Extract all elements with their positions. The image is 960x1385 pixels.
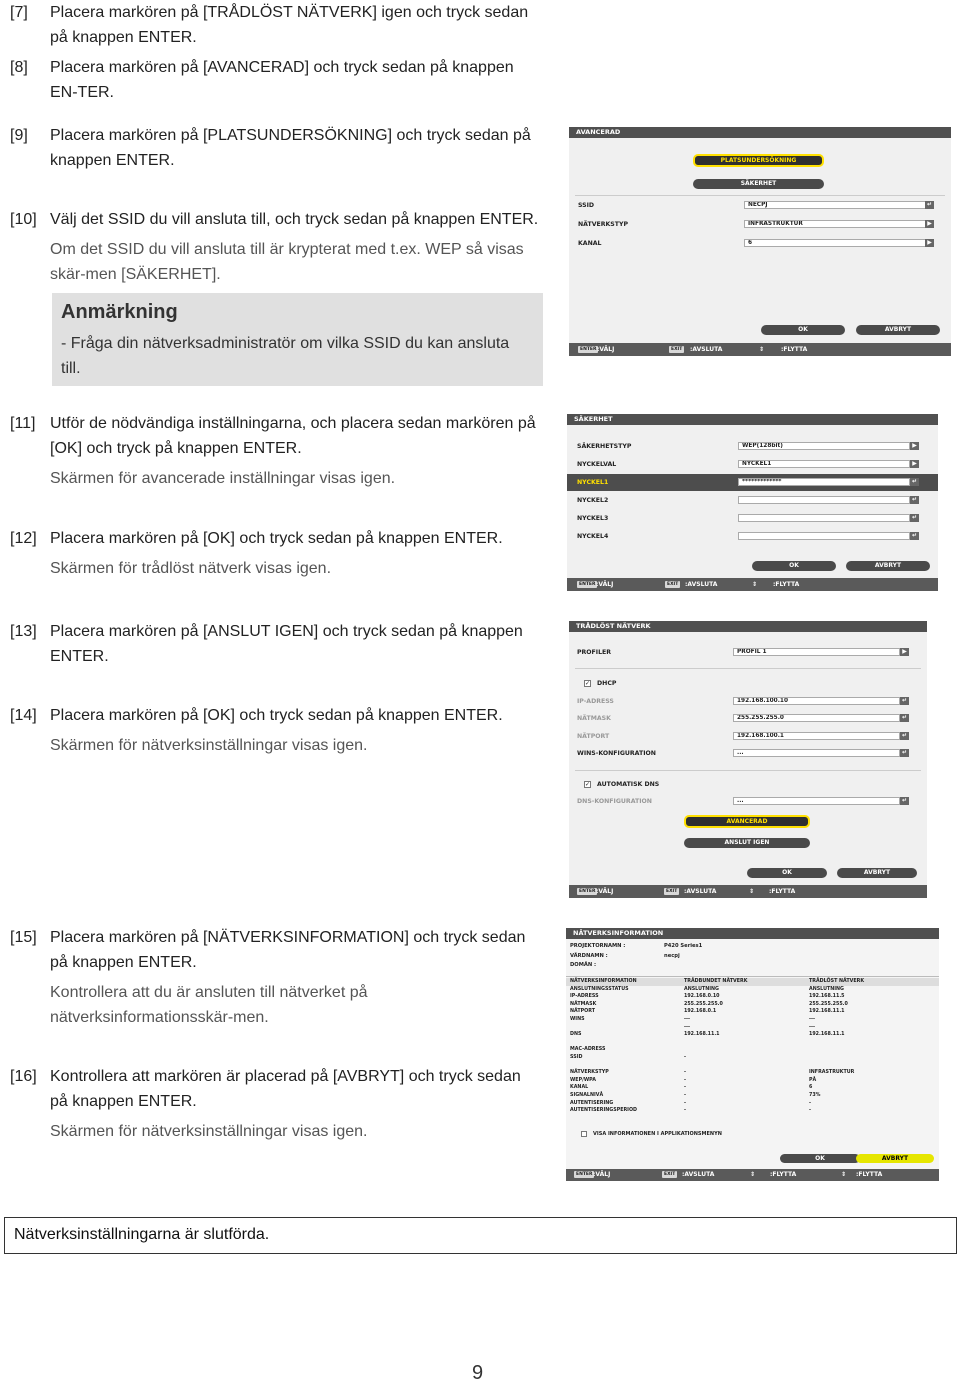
updown-icon: ⇕ xyxy=(750,1171,756,1178)
screen-advanced xyxy=(569,127,951,356)
wins-label: WINS-KONFIGURATION xyxy=(577,750,656,757)
screen-title: NÄTVERKSINFORMATION xyxy=(566,928,939,939)
advanced-button[interactable]: AVANCERAD xyxy=(684,815,810,828)
select-text: :VÄLJ xyxy=(596,581,614,588)
table-row xyxy=(566,1024,939,1032)
row-value: - xyxy=(809,1108,811,1114)
dns-config-label: DNS-KONFIGURATION xyxy=(577,798,652,805)
table-row xyxy=(566,1084,939,1092)
enter-icon[interactable]: ↵ xyxy=(911,514,918,521)
key3-field[interactable] xyxy=(738,514,910,522)
step-8 xyxy=(10,55,540,105)
row-label: ANSLUTNINGSSTATUS xyxy=(570,986,629,992)
step-number: [8] xyxy=(10,59,28,76)
row-value: 255.255.255.0 xyxy=(684,1001,723,1007)
row-value: 6 xyxy=(809,1085,813,1091)
exit-text: :AVSLUTA xyxy=(685,581,718,588)
wins-field[interactable]: ... xyxy=(733,749,900,757)
step-number: [10] xyxy=(10,211,37,228)
show-info-checkbox[interactable] xyxy=(581,1131,587,1137)
key2-label: NYCKEL2 xyxy=(577,497,609,504)
dhcp-checkbox[interactable]: ✓ xyxy=(585,680,591,687)
row-value: - xyxy=(684,1077,686,1083)
enter-key-icon: ENTER xyxy=(579,889,596,894)
cancel-button[interactable]: AVBRYT xyxy=(856,1154,934,1163)
step-11 xyxy=(10,411,540,491)
page-number: 9 xyxy=(472,1362,484,1384)
arrow-right-icon[interactable]: ▶ xyxy=(900,648,909,656)
row-label: AUTENTISERING xyxy=(570,1100,614,1106)
network-info-table xyxy=(566,978,939,1115)
select-text: :VÄLJ xyxy=(596,888,614,895)
row-value: --- xyxy=(809,1024,815,1030)
step-subtext: Skärmen för trådlöst nätverk visas igen. xyxy=(50,560,332,577)
info-value: necpj xyxy=(664,952,680,959)
key1-field[interactable]: ************* xyxy=(738,478,910,486)
table-row xyxy=(566,1069,939,1077)
dns-config-field[interactable]: ... xyxy=(733,797,900,805)
row-value: INFRASTRUKTUR xyxy=(809,1070,855,1076)
step-number: [7] xyxy=(10,4,28,21)
row-label: DNS xyxy=(570,1032,582,1038)
step-subtext: Skärmen för nätverksinställningar visas igen. xyxy=(50,1123,368,1140)
footer-bar xyxy=(566,1169,939,1181)
ok-button[interactable]: OK xyxy=(761,325,845,335)
gateway-label: NÄTPORT xyxy=(577,733,610,740)
exit-key-icon: EXIT xyxy=(664,1172,676,1177)
updown-icon: ⇕ xyxy=(841,1171,847,1178)
dhcp-label: DHCP xyxy=(597,680,617,687)
enter-icon[interactable]: ↵ xyxy=(901,714,908,721)
column-header: TRÅDBUNDET NÄTVERK xyxy=(684,979,748,984)
arrow-right-icon[interactable]: ▶ xyxy=(925,220,934,228)
network-type-field[interactable]: INFRASTRUKTUR xyxy=(744,220,926,228)
step-text: Placera markören på [TRÅDLÖST NÄTVERK] igen och tryck sedan på knappen ENTER. xyxy=(50,4,529,46)
table-row xyxy=(566,1046,939,1054)
table-row xyxy=(566,1031,939,1039)
key4-field[interactable] xyxy=(738,532,910,540)
row-value: 192.168.11.5 xyxy=(809,994,845,1000)
info-label: PROJEKTORNAMN : xyxy=(570,943,626,949)
site-survey-button[interactable]: PLATSUNDERSÖKNING xyxy=(693,154,824,167)
exit-key-icon: EXIT xyxy=(667,582,679,587)
move-text: :FLYTTA xyxy=(856,1171,883,1178)
step-subtext: Skärmen för nätverksinställningar visas igen. xyxy=(50,737,368,754)
screen-wireless xyxy=(569,621,927,898)
table-row xyxy=(566,986,939,994)
step-13 xyxy=(10,619,540,669)
row-label: AUTENTISERINGSPERIOD xyxy=(570,1108,638,1114)
updown-icon: ⇕ xyxy=(749,888,755,895)
gateway-field[interactable]: 192.168.100.1 xyxy=(733,732,900,740)
step-14 xyxy=(10,703,540,758)
step-subtext: Skärmen för avancerade inställningar visas igen. xyxy=(50,470,396,487)
enter-icon[interactable]: ↵ xyxy=(901,697,908,704)
auto-dns-checkbox[interactable]: ✓ xyxy=(585,781,591,788)
step-12 xyxy=(10,526,540,581)
note-box xyxy=(52,293,543,386)
row-value: PÅ xyxy=(809,1077,817,1083)
exit-text: :AVSLUTA xyxy=(690,346,723,353)
enter-icon[interactable]: ↵ xyxy=(901,749,908,756)
row-value: - xyxy=(684,1085,686,1091)
row-value: --- xyxy=(684,1016,690,1022)
row-value: ANSLUTNING xyxy=(809,986,844,992)
channel-label: KANAL xyxy=(578,240,602,247)
row-value: ANSLUTNING xyxy=(684,986,719,992)
key-select-label: NYCKELVAL xyxy=(577,461,617,468)
exit-text: :AVSLUTA xyxy=(684,888,717,895)
table-row xyxy=(566,1077,939,1085)
row-value: 192.168.0.1 xyxy=(684,1009,717,1015)
footer-bar xyxy=(569,343,951,356)
channel-field[interactable]: 6 xyxy=(744,239,926,247)
auto-dns-label: AUTOMATISK DNS xyxy=(597,781,660,788)
row-value: 255.255.255.0 xyxy=(809,1001,848,1007)
note-text: - Fråga din nätverksadministratör om vilka SSID du kan ansluta till. xyxy=(61,335,510,377)
security-type-field[interactable]: WEP(128bit) xyxy=(738,442,910,450)
step-text: Placera markören på [PLATSUNDERSÖKNING] och tryck sedan på knappen ENTER. xyxy=(50,127,531,169)
enter-icon[interactable]: ↵ xyxy=(901,732,908,739)
table-row xyxy=(566,1054,939,1062)
completion-box xyxy=(4,1217,957,1254)
table-row xyxy=(566,1016,939,1024)
row-value: 192.168.0.10 xyxy=(684,994,720,1000)
step-text: Utför de nödvändiga inställningarna, och placera sedan markören på [OK] och tryck på knappen ENTER. xyxy=(50,415,536,457)
step-9 xyxy=(10,123,540,173)
enter-key-icon: ENTER xyxy=(579,582,596,587)
row-label: SSID xyxy=(570,1054,583,1060)
step-number: [9] xyxy=(10,127,28,144)
row-label: SIGNALNIVÅ xyxy=(570,1092,604,1098)
row-value: --- xyxy=(809,1016,815,1022)
step-7 xyxy=(10,0,540,50)
profile-label: PROFILER xyxy=(577,649,612,656)
screen-title: TRÅDLÖST NÄTVERK xyxy=(569,621,927,632)
ok-button[interactable]: OK xyxy=(780,1154,860,1163)
step-16 xyxy=(10,1064,540,1144)
move-text: :FLYTTA xyxy=(770,1171,797,1178)
network-type-label: NÄTVERKSTYP xyxy=(578,221,628,228)
exit-text: :AVSLUTA xyxy=(682,1171,715,1178)
select-text: :VÄLJ xyxy=(593,1171,611,1178)
move-text: :FLYTTA xyxy=(781,346,808,353)
move-text: :FLYTTA xyxy=(773,581,800,588)
row-label: NÄTMASK xyxy=(570,1001,597,1007)
enter-icon[interactable]: ↵ xyxy=(926,201,933,208)
row-value: - xyxy=(684,1092,686,1098)
screen-security xyxy=(567,414,938,591)
table-row xyxy=(566,1001,939,1009)
netmask-label: NÄTMASK xyxy=(577,715,611,722)
reconnect-button[interactable]: ANSLUT IGEN xyxy=(684,838,810,848)
exit-key-icon: EXIT xyxy=(666,889,678,894)
table-row xyxy=(566,1062,939,1070)
info-label: DOMÄN : xyxy=(570,962,597,968)
info-value: P420 Series1 xyxy=(664,943,703,949)
row-value: - xyxy=(684,1108,686,1114)
netmask-field[interactable]: 255.255.255.0 xyxy=(733,714,900,722)
row-label: WEP/WPA xyxy=(570,1077,596,1083)
ok-button[interactable]: OK xyxy=(752,561,836,571)
step-text: Placera markören på [ANSLUT IGEN] och tryck sedan på knappen ENTER. xyxy=(50,623,523,665)
table-row xyxy=(566,1100,939,1108)
row-label: NÄTVERKSTYP xyxy=(570,1070,609,1076)
step-number: [15] xyxy=(10,929,37,946)
row-label: NÄTPORT xyxy=(570,1009,595,1015)
table-row xyxy=(566,993,939,1001)
key-select-field[interactable]: NYCKEL1 xyxy=(738,460,910,468)
step-subtext: Om det SSID du vill ansluta till är krypterat med t.ex. WEP så visas skär-men [SÄKERHET]. xyxy=(50,241,524,283)
table-row xyxy=(566,1039,939,1047)
row-value: - xyxy=(684,1070,686,1076)
row-value: 192.168.11.1 xyxy=(809,1009,845,1015)
info-label: VÄRDNAMN : xyxy=(570,952,608,959)
ip-label: IP-ADRESS xyxy=(577,698,614,705)
table-header xyxy=(566,978,939,986)
key3-label: NYCKEL3 xyxy=(577,515,609,522)
cancel-button[interactable]: AVBRYT xyxy=(846,561,930,571)
arrow-right-icon[interactable]: ▶ xyxy=(925,239,934,247)
move-text: :FLYTTA xyxy=(769,888,796,895)
row-label: WINS xyxy=(570,1016,585,1022)
cancel-button[interactable]: AVBRYT xyxy=(837,868,917,878)
step-number: [13] xyxy=(10,623,37,640)
column-header: TRÅDLÖST NÄTVERK xyxy=(809,979,865,984)
step-text: Placera markören på [NÄTVERKSINFORMATION] och tryck sedan på knappen ENTER. xyxy=(50,929,526,971)
screen-network-info xyxy=(566,928,939,1181)
enter-icon[interactable]: ↵ xyxy=(911,532,918,539)
row-value: --- xyxy=(684,1024,690,1030)
column-header: NÄTVERKSINFORMATION xyxy=(570,979,637,984)
enter-icon[interactable]: ↵ xyxy=(901,797,908,804)
row-value: 192.168.11.1 xyxy=(684,1032,720,1038)
exit-key-icon: EXIT xyxy=(671,347,683,352)
ssid-field[interactable]: NECPJ xyxy=(744,201,926,209)
show-info-label: VISA INFORMATIONEN I APPLIKATIONSMENYN xyxy=(593,1131,722,1137)
ok-button[interactable]: OK xyxy=(747,868,827,878)
updown-icon: ⇕ xyxy=(752,581,758,588)
note-heading: Anmärkning xyxy=(61,301,178,323)
key1-label: NYCKEL1 xyxy=(577,479,609,486)
table-row xyxy=(566,1107,939,1115)
step-10 xyxy=(10,207,540,287)
security-button[interactable]: SÄKERHET xyxy=(693,179,824,189)
step-15 xyxy=(10,925,540,1030)
ssid-label: SSID xyxy=(578,202,595,209)
footer-bar xyxy=(567,578,938,591)
footer-bar xyxy=(569,885,927,898)
arrow-right-icon[interactable]: ▶ xyxy=(910,460,919,468)
step-text: Välj det SSID du vill ansluta till, och tryck sedan på knappen ENTER. xyxy=(50,211,539,228)
select-text: :VÄLJ xyxy=(597,346,615,353)
step-subtext: Kontrollera att du är ansluten till nätverket på nätverksinformationsskär-men. xyxy=(50,984,368,1026)
enter-key-icon: ENTER xyxy=(576,1172,593,1177)
row-value: 73% xyxy=(809,1092,821,1098)
step-number: [14] xyxy=(10,707,37,724)
ip-field[interactable]: 192.168.100.10 xyxy=(733,697,900,705)
step-text: Placera markören på [OK] och tryck sedan på knappen ENTER. xyxy=(50,530,503,547)
step-number: [12] xyxy=(10,530,37,547)
row-label: IP-ADRESS xyxy=(570,994,599,1000)
row-label: KANAL xyxy=(570,1085,589,1091)
screen-title: SÄKERHET xyxy=(567,414,938,425)
screen-title: AVANCERAD xyxy=(569,127,951,138)
step-text: Kontrollera att markören är placerad på [AVBRYT] och tryck sedan på knappen ENTER. xyxy=(50,1068,521,1110)
key4-label: NYCKEL4 xyxy=(577,533,609,540)
row-value: - xyxy=(684,1100,686,1106)
security-type-label: SÄKERHETSTYP xyxy=(577,443,632,450)
step-text: Placera markören på [AVANCERAD] och tryck sedan på knappen EN-TER. xyxy=(50,59,514,101)
step-text: Placera markören på [OK] och tryck sedan på knappen ENTER. xyxy=(50,707,503,724)
key2-field[interactable] xyxy=(738,496,910,504)
step-number: [16] xyxy=(10,1068,37,1085)
row-value: - xyxy=(809,1100,811,1106)
step-number: [11] xyxy=(10,415,36,432)
arrow-right-icon[interactable]: ▶ xyxy=(910,442,919,450)
enter-icon[interactable]: ↵ xyxy=(911,478,918,485)
enter-key-icon: ENTER xyxy=(580,347,597,352)
profile-field[interactable]: PROFIL 1 xyxy=(733,648,900,656)
row-value: - xyxy=(684,1054,686,1060)
completion-text: Nätverksinställningarna är slutförda. xyxy=(14,1226,270,1243)
cancel-button[interactable]: AVBRYT xyxy=(856,325,940,335)
table-row xyxy=(566,1008,939,1016)
updown-icon: ⇕ xyxy=(759,346,765,353)
row-label: MAC-ADRESS xyxy=(570,1047,606,1053)
table-row xyxy=(566,1092,939,1100)
enter-icon[interactable]: ↵ xyxy=(911,496,918,503)
row-value: 192.168.11.1 xyxy=(809,1032,845,1038)
